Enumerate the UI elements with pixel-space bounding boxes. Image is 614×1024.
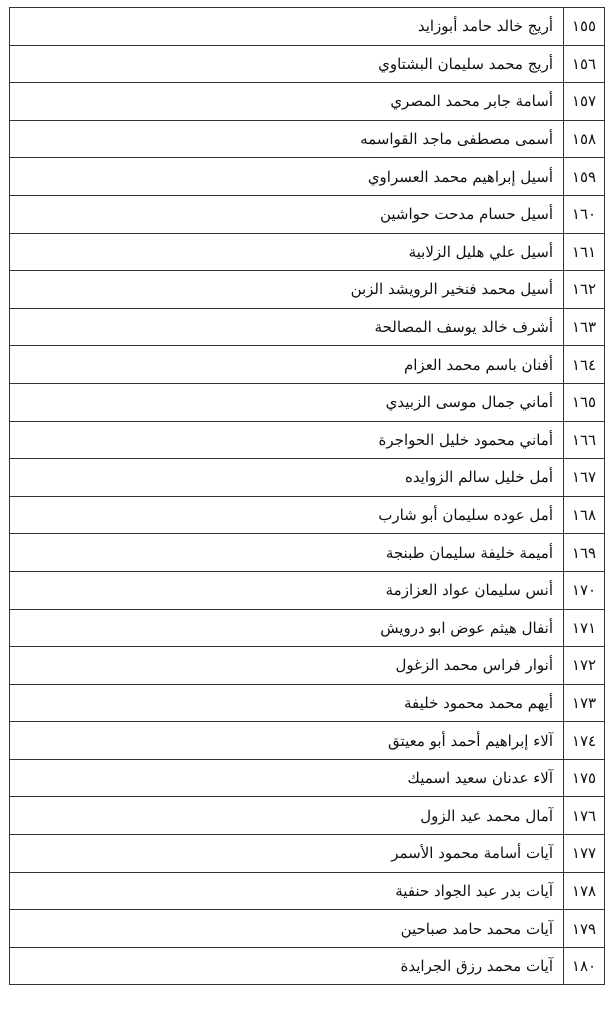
table-row — [10, 459, 605, 497]
table-row — [10, 722, 605, 760]
table-row — [10, 271, 605, 309]
table-row — [10, 8, 605, 46]
person-name: آيات محمد رزق الجرايدة — [10, 947, 564, 985]
table-row — [10, 158, 605, 196]
row-number: ١٧٥ — [564, 759, 605, 797]
person-name: أميمة خليفة سليمان طبنجة — [10, 534, 564, 572]
table-row — [10, 684, 605, 722]
row-number: ١٧٦ — [564, 797, 605, 835]
table-row — [10, 120, 605, 158]
row-number: ١٥٦ — [564, 45, 605, 83]
person-name: أمل خليل سالم الزوايده — [10, 459, 564, 497]
row-number: ١٦٣ — [564, 308, 605, 346]
row-number: ١٧٢ — [564, 647, 605, 685]
person-name: أيهم محمد محمود خليفة — [10, 684, 564, 722]
table-row — [10, 872, 605, 910]
row-number: ١٥٥ — [564, 8, 605, 46]
row-number: ١٥٨ — [564, 120, 605, 158]
table-row — [10, 421, 605, 459]
row-number: ١٥٩ — [564, 158, 605, 196]
person-name: أمل عوده سليمان أبو شارب — [10, 496, 564, 534]
person-name: آلاء إبراهيم أحمد أبو معيتق — [10, 722, 564, 760]
person-name: أريج محمد سليمان البشتاوي — [10, 45, 564, 83]
person-name: أنوار فراس محمد الزغول — [10, 647, 564, 685]
row-number: ١٧٠ — [564, 571, 605, 609]
table-row — [10, 45, 605, 83]
table-row — [10, 609, 605, 647]
row-number: ١٧٤ — [564, 722, 605, 760]
person-name: أسيل إبراهيم محمد العسراوي — [10, 158, 564, 196]
names-table — [9, 7, 605, 985]
table-row — [10, 83, 605, 121]
row-number: ١٨٠ — [564, 947, 605, 985]
row-number: ١٦٠ — [564, 195, 605, 233]
table-row — [10, 947, 605, 985]
person-name: أفنان باسم محمد العزام — [10, 346, 564, 384]
table-row — [10, 308, 605, 346]
person-name: أنس سليمان عواد العزازمة — [10, 571, 564, 609]
person-name: أماني محمود خليل الحواجرة — [10, 421, 564, 459]
person-name: آيات أسامة محمود الأسمر — [10, 835, 564, 873]
person-name: آيات محمد حامد صباحين — [10, 910, 564, 948]
names-table-body — [10, 8, 605, 985]
row-number: ١٦٢ — [564, 271, 605, 309]
row-number: ١٦٤ — [564, 346, 605, 384]
table-row — [10, 534, 605, 572]
table-row — [10, 383, 605, 421]
table-row — [10, 233, 605, 271]
row-number: ١٧٨ — [564, 872, 605, 910]
person-name: أماني جمال موسى الزبيدي — [10, 383, 564, 421]
row-number: ١٦٨ — [564, 496, 605, 534]
row-number: ١٥٧ — [564, 83, 605, 121]
table-row — [10, 647, 605, 685]
person-name: آلاء عدنان سعيد اسميك — [10, 759, 564, 797]
person-name: أسامة جابر محمد المصري — [10, 83, 564, 121]
table-row — [10, 346, 605, 384]
person-name: آيات بدر عبد الجواد حنفية — [10, 872, 564, 910]
person-name: أسمى مصطفى ماجد القواسمه — [10, 120, 564, 158]
row-number: ١٧١ — [564, 609, 605, 647]
person-name: أريج خالد حامد أبوزايد — [10, 8, 564, 46]
person-name: أشرف خالد يوسف المصالحة — [10, 308, 564, 346]
table-row — [10, 571, 605, 609]
table-row — [10, 759, 605, 797]
person-name: أسيل علي هليل الزلابية — [10, 233, 564, 271]
row-number: ١٦١ — [564, 233, 605, 271]
table-row — [10, 797, 605, 835]
row-number: ١٦٥ — [564, 383, 605, 421]
row-number: ١٧٩ — [564, 910, 605, 948]
person-name: أسيل حسام مدحت حواشين — [10, 195, 564, 233]
row-number: ١٦٦ — [564, 421, 605, 459]
row-number: ١٦٧ — [564, 459, 605, 497]
row-number: ١٧٧ — [564, 835, 605, 873]
person-name: أسيل محمد فنخير الرويشد الزبن — [10, 271, 564, 309]
table-row — [10, 910, 605, 948]
table-row — [10, 496, 605, 534]
person-name: أنفال هيثم عوض ابو درويش — [10, 609, 564, 647]
row-number: ١٦٩ — [564, 534, 605, 572]
table-row — [10, 835, 605, 873]
person-name: آمال محمد عيد الزول — [10, 797, 564, 835]
row-number: ١٧٣ — [564, 684, 605, 722]
table-row — [10, 195, 605, 233]
